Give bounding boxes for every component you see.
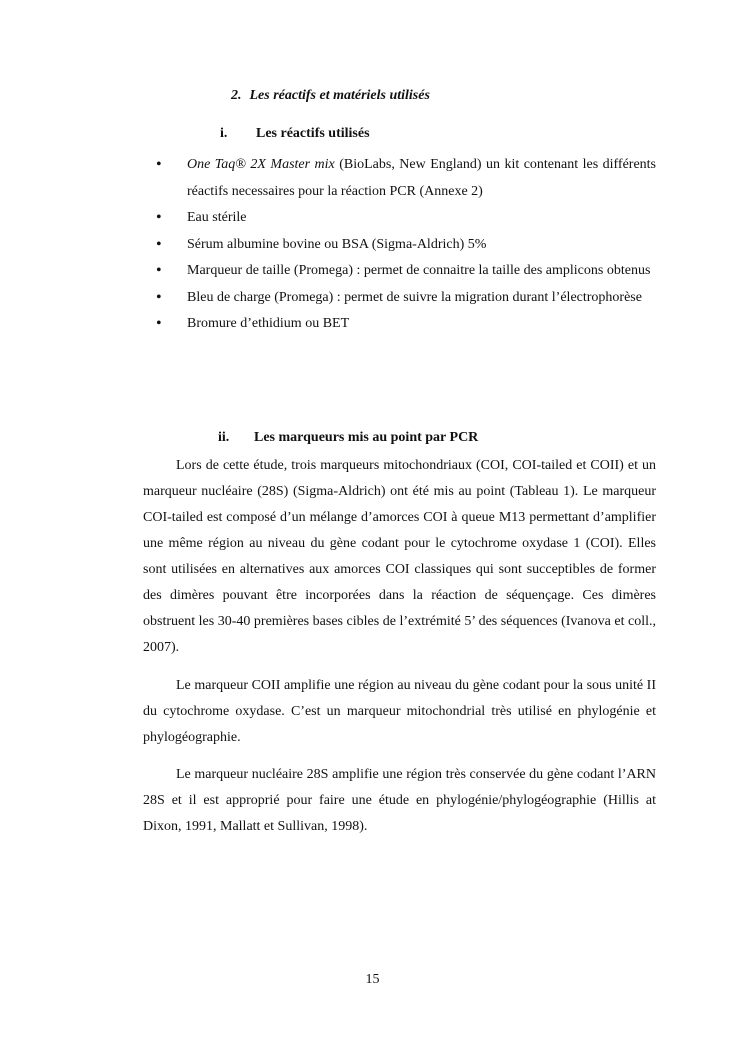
section-title: Les réactifs et matériels utilisés [249, 88, 430, 103]
subsection-heading-markers [218, 430, 478, 446]
subsection-heading-reagents [220, 126, 370, 142]
paragraph-text: Le marqueur nucléaire 28S amplifie une région très conservée du gène codant l’ARN 28S et il est approprié pour faire une étude en phylogénie/phylogéographie (Hillis at Dixon, 1991, Mallatt et Sullivan, 1998). [143, 767, 656, 834]
list-item-text: Bleu de charge (Promega) : permet de suivre la migration durant l’électrophorèse [187, 289, 642, 305]
list-item [150, 311, 656, 338]
paragraph-text: Le marqueur COII amplifie une région au niveau du gène codant pour la sous unité II du cytochrome oxydase. C’est un marqueur mitochondrial très utilisé en phylogénie et phylogéographie. [143, 678, 656, 745]
paragraph [143, 762, 656, 840]
subsection-numeral: ii. [218, 430, 230, 445]
reagent-list [150, 152, 656, 338]
list-item [150, 232, 656, 259]
list-item [150, 258, 656, 285]
list-item-text: Bromure d’ethidium ou BET [187, 316, 350, 331]
list-item [150, 152, 656, 205]
product-name: One Taq® 2X Master mix [187, 157, 335, 172]
list-item-text: Sérum albumine bovine ou BSA (Sigma-Aldrich) 5% [187, 236, 487, 252]
list-item-text: Eau stérile [187, 210, 247, 225]
paragraph [143, 453, 656, 661]
list-item [150, 285, 656, 312]
section-heading [231, 88, 430, 104]
list-item-text: (BioLabs, New England) un kit contenant les différents réactifs necessaires pour la réaction PCR (Annexe 2) [187, 157, 657, 199]
subsection-numeral: i. [220, 126, 228, 141]
paragraph [143, 673, 656, 751]
subsection-title: Les réactifs utilisés [256, 126, 370, 141]
paragraph-text: Lors de cette étude, trois marqueurs mitochondriaux (COI, COI-tailed et COII) et un marqueur nucléaire (28S) (Sigma-Aldrich) ont été mis au point (Tableau 1). Le marqueur COI-tailed est composé d’un mélange d’amorces COI à queue M13 permettant d’amplifier une même région au niveau du gène codant pour le cytochrome oxydase 1 (COI). Elles sont utilisées en alternatives aux amorces COI classiques qui sont succeptibles de former des dimères pouvant être incorporées dans la réaction de séquençage. Ces dimères obstruent les 30-40 premières bases cibles de l’extrémité 5’ des séquences (Ivanova et coll., 2007). [143, 458, 656, 655]
subsection-title: Les marqueurs mis au point par PCR [254, 430, 479, 445]
section-number: 2. [231, 88, 242, 103]
list-item-text: Marqueur de taille (Promega) : permet de connaitre la taille des amplicons obtenus [187, 263, 651, 278]
page-number: 15 [365, 972, 380, 987]
list-item [150, 205, 656, 232]
